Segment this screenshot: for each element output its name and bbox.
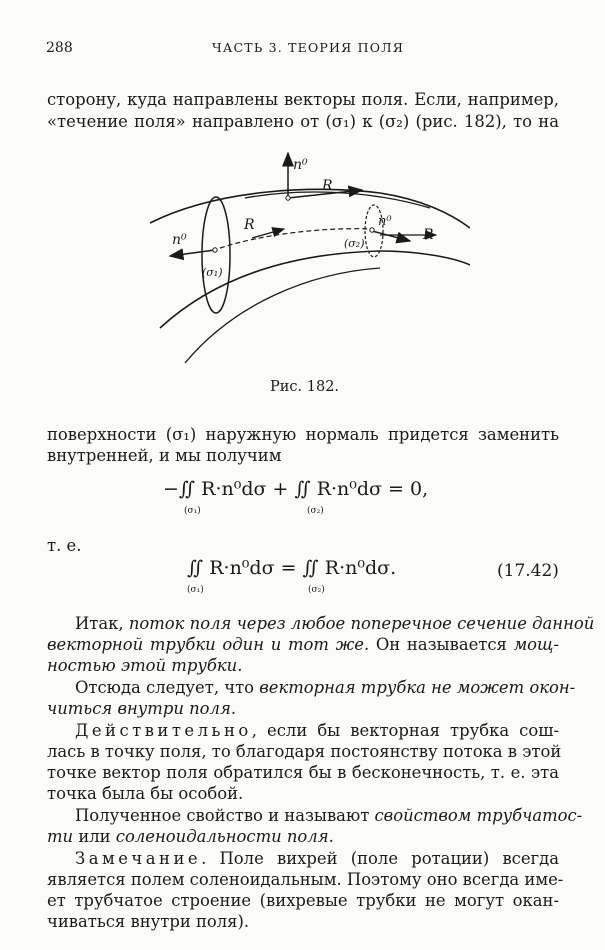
- te-label: т. е.: [47, 536, 82, 555]
- para1-line-1: Итак, поток поля через любое поперечное сечение данной: [75, 614, 595, 633]
- para5-line-1: Замечание. Поле вихрей (поле ротации) всегда: [75, 849, 559, 868]
- equation-1: −∬ R·n⁰dσ + ∬ R·n⁰dσ = 0,: [163, 478, 429, 500]
- after-fig-line-2: внутренней, и мы получим: [47, 446, 282, 465]
- vector-tube-figure: [140, 143, 470, 373]
- n0-left-arrow: [170, 250, 215, 256]
- sigma1-section: [202, 197, 230, 313]
- tube-upper-boundary-2: [245, 192, 430, 208]
- label-sigma1: (σ₁): [202, 266, 223, 279]
- para2-line-1: Отсюда следует, что векторная трубка не может окон-: [75, 678, 576, 697]
- equation-1-sub-2: (σ₂): [307, 506, 324, 516]
- equation-2: ∬ R·n⁰dσ = ∬ R·n⁰dσ.: [187, 557, 397, 579]
- para1-line-3: ностью этой трубки.: [47, 656, 243, 675]
- label-sigma2: (σ₂): [344, 237, 365, 250]
- label-R-top: R: [322, 178, 333, 194]
- para4-line-1: Полученное свойство и называют свойством трубчатос-: [75, 806, 583, 825]
- page-number: 288: [46, 40, 73, 56]
- para1-line-2: векторной трубки один и тот же. Он называется мощ-: [47, 635, 559, 654]
- tube-lower-boundary-2: [185, 268, 380, 363]
- para2-line-2: читься внутри поля.: [47, 699, 237, 718]
- para3-line-1: Действительно, если бы векторная трубка сош-: [75, 721, 559, 740]
- label-n0-top: n⁰: [293, 157, 308, 173]
- para5-line-3: ет трубчатое строение (вихревые трубки не могут окан-: [47, 891, 559, 910]
- equation-number: (17.42): [497, 561, 559, 581]
- figure-caption: Рис. 182.: [270, 379, 340, 395]
- equation-2-sub-2: (σ₂): [308, 585, 325, 595]
- intro-line-2: «течение поля» направлено от (σ₁) к (σ₂) (рис. 182), то на: [47, 112, 559, 131]
- running-head: ЧАСТЬ 3. ТЕОРИЯ ПОЛЯ: [212, 40, 405, 55]
- equation-2-sub-1: (σ₁): [187, 585, 204, 595]
- n0-right-arrow: [372, 231, 410, 241]
- label-R-right: R: [423, 227, 434, 243]
- after-fig-line-1: поверхности (σ₁) наружную нормаль придется заменить: [47, 425, 559, 444]
- para4-line-2: ти или соленоидальности поля.: [47, 827, 334, 846]
- equation-1-sub-1: (σ₁): [184, 506, 201, 516]
- para5-line-2: является полем соленоидальным. Поэтому оно всегда име-: [47, 870, 564, 889]
- label-n0-left: n⁰: [172, 232, 187, 248]
- para3-line-2: лась в точку поля, то благодаря постоянству потока в этой: [47, 742, 562, 761]
- intro-line-1: сторону, куда направлены векторы поля. Если, например,: [47, 90, 559, 109]
- para3-line-4: точка была бы особой.: [47, 784, 244, 803]
- para5-line-4: чиваться внутри поля).: [47, 912, 250, 931]
- para3-line-3: точке вектор поля обратился бы в бесконечность, т. е. эта: [47, 763, 559, 782]
- label-R-mid: R: [244, 217, 255, 233]
- tube-lower-boundary: [160, 251, 470, 328]
- label-n0-right: n⁰: [378, 214, 392, 229]
